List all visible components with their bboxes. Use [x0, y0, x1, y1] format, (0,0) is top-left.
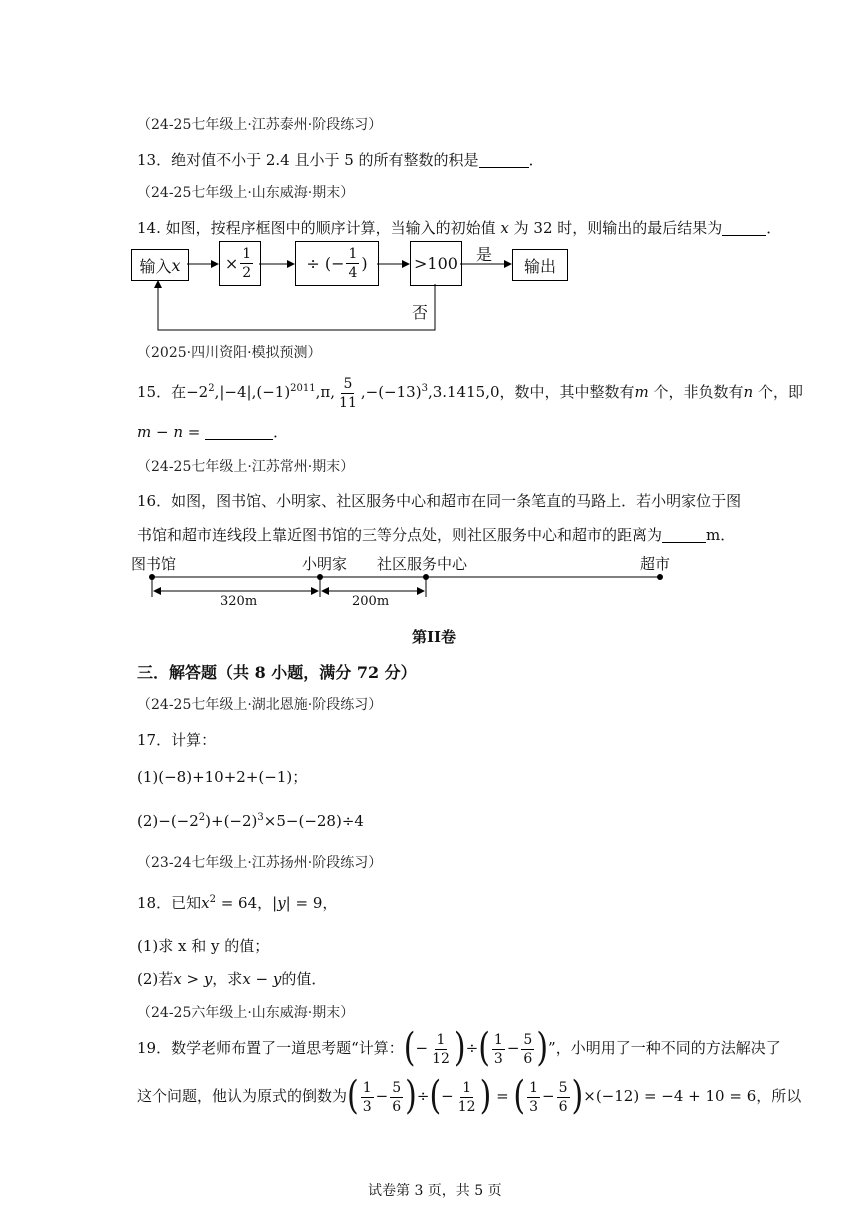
flow-output-label: 输出 — [523, 256, 556, 276]
q17-part1: (1)(−8)+10+2+(−1)； — [137, 768, 308, 786]
q19-line1-b: ”，小明用了一种不同的方法解决了 — [548, 1039, 781, 1057]
q19-f2-den: 3 — [493, 1050, 503, 1067]
q18-x: x — [201, 894, 210, 912]
road-label-market: 超市 — [640, 555, 671, 573]
q18-part2 — [137, 968, 326, 989]
road-dist-1: 320m — [220, 594, 258, 609]
q15-line2-n: n — [173, 423, 184, 441]
q19-l2-frac-1-3 — [361, 1081, 374, 1114]
flow-no-label: 否 — [412, 303, 429, 322]
q19-l2-f3-den: 12 — [457, 1098, 476, 1115]
q19-line1: 19．数学老师布置了一道思考题“计算：(− $\frac{1}{12}$ )÷( $\frac{1}{3}$ − $\frac{5}{6}$ )”，小明用了一种不同的方法解决了 — [137, 1025, 781, 1072]
q18-line — [137, 892, 337, 913]
flow-half-num: 1 — [242, 246, 252, 262]
q15-prefix: 15．在 — [137, 383, 187, 401]
q19-l2-f2-num: 5 — [392, 1079, 402, 1096]
road-point-market — [657, 574, 663, 580]
q19-l2-lparen-2: ( — [429, 1073, 442, 1120]
q19-f1-num: 1 — [436, 1031, 446, 1048]
q19-l2-lparen-1: ( — [347, 1073, 359, 1120]
q18-p2-a: (2)若 — [137, 970, 174, 988]
q18-line-a: 18．已知 — [137, 894, 202, 912]
q15-e2: ,|−4|,(−1) — [214, 383, 291, 401]
flow-quarter-den: 4 — [348, 265, 358, 281]
q16-source: （24-25七年级上·江苏常州·期末） — [137, 459, 355, 475]
q15-frac-num: 5 — [343, 375, 353, 392]
q14-text-a: 14. 如图，按程序框图中的顺序计算，当输入的初始值 — [137, 219, 496, 237]
q19-l2-rparen-1: ) — [405, 1073, 417, 1120]
q14-source: （24-25七年级上·山东威海·期末） — [137, 185, 355, 201]
q17-p2-a: (2)−(−2 — [137, 812, 199, 830]
q14-text-b: 为 32 时，则输出的最后结果为 — [508, 219, 723, 237]
q19-lparen-2: ( — [478, 1025, 490, 1072]
q14-var-x: x — [500, 219, 509, 237]
q15-line2-eq: = — [183, 423, 206, 441]
q19-l2-rparen-3: ) — [571, 1073, 584, 1120]
q15-e1-sup: 2 — [208, 383, 215, 394]
q19-line2-b: ，所以 — [756, 1087, 802, 1105]
q17-source: （24-25七年级上·湖北恩施·阶段练习） — [137, 697, 383, 713]
q19-l2-f2-den: 6 — [392, 1098, 402, 1115]
flow-times-sign: × — [224, 254, 239, 273]
q19-l2-f5-den: 6 — [558, 1098, 568, 1115]
q18-x-sup: 2 — [209, 894, 216, 905]
q17-p2-sup1: 2 — [198, 812, 206, 823]
q19-f2-num: 1 — [493, 1031, 503, 1048]
q16-line2-a: 书馆和超市连线段上靠近图书馆的三等分点处，则社区服务中心和超市的距离为 — [137, 526, 663, 544]
q15-e3: ,π, — [315, 383, 336, 401]
q13-text-a: 13．绝对值不小于 2.4 且小于 5 的所有整数的积是 — [137, 151, 479, 169]
q14-text-c: ． — [766, 219, 782, 237]
flow-input-var: x — [171, 255, 181, 275]
q19-lparen-1: ( — [403, 1025, 416, 1072]
part3-heading: 三．解答题（共 8 小题，满分 72 分） — [137, 663, 417, 682]
q18-abs-y: |y| — [272, 894, 291, 912]
q19-l2-f4-num: 1 — [529, 1079, 539, 1096]
flow-input-label: 输入 — [139, 256, 172, 276]
q18-part1: (1)求 x 和 y 的值； — [137, 937, 270, 955]
q18-p2-expr: x − y — [242, 970, 282, 988]
flow-quarter-num: 1 — [348, 246, 358, 262]
q17-p2-c: ×5−(−28)÷4 — [263, 812, 364, 830]
flow-div-sign: ÷ — [306, 254, 320, 273]
flow-half-den: 2 — [242, 265, 252, 281]
q15-e2-sup: 2011 — [290, 383, 316, 394]
q19-tail: ×(−12) = −4 + 10 = 6 — [583, 1087, 757, 1105]
q19-source: （24-25六年级上·山东威海·期末） — [137, 1005, 355, 1021]
flow-quarter-sign: − — [331, 254, 345, 273]
section-title: 第II卷 — [412, 628, 457, 646]
q18-p2-c: 的值． — [281, 970, 327, 988]
q19-rparen-2: ) — [536, 1025, 549, 1072]
q13-source: （24-25七年级上·江苏泰州·阶段练习） — [137, 117, 383, 133]
q19-l2-f5-num: 5 — [558, 1079, 568, 1096]
q19-l2-frac-1-12 — [456, 1081, 478, 1114]
q19-rparen-1: ) — [453, 1025, 466, 1072]
q19-l2-f1-num: 1 — [362, 1079, 372, 1096]
q15-text-c: 个，即 — [753, 383, 803, 401]
q19-frac-1-3 — [492, 1033, 505, 1066]
q18-source: （23-24七年级上·江苏扬州·阶段练习） — [137, 855, 383, 871]
q13-text-b: ． — [528, 151, 544, 169]
q15-e4-sup: 3 — [421, 383, 428, 394]
q15-var-m: m — [634, 383, 649, 401]
q18-eq2: = 9， — [290, 894, 338, 912]
q19-f1-den: 12 — [432, 1050, 450, 1067]
q17-title: 17．计算： — [137, 731, 217, 749]
q15-line2-m: m — [137, 423, 152, 441]
q15-e1: −2 — [186, 383, 209, 401]
q19-line1-a: 19．数学老师布置了一道思考题“计算： — [137, 1039, 404, 1057]
q17-p2-sup2: 3 — [257, 812, 264, 823]
q15-line2-minus: − — [151, 423, 174, 441]
q19-frac-1-12 — [430, 1033, 452, 1066]
road-label-center: 社区服务中心 — [377, 555, 468, 573]
road-label-home: 小明家 — [302, 555, 348, 573]
q18-p2-b: ，求 — [212, 970, 243, 988]
q15-text-b: 个，非负数有 — [648, 383, 744, 401]
q19-line2: 这个问题，他认为原式的倒数为( $\frac{1}{3}$ − $\frac{5}{6}$ )÷(− $\frac{1}{12}$ ) = ( $\frac{1}{3}$ − $\frac{5}{6}$ )×(−12) = −4 + 10 = 6，所以 — [137, 1073, 802, 1120]
q19-l2-lparen-3: ( — [513, 1073, 526, 1120]
flow-yes-label: 是 — [476, 245, 493, 264]
road-label-library: 图书馆 — [131, 555, 177, 573]
q15-var-n: n — [743, 383, 754, 401]
q19-l2-frac-1-3b — [527, 1081, 540, 1114]
road-dist-2: 200m — [352, 594, 390, 609]
q19-f3-num: 5 — [523, 1031, 533, 1048]
q15-line2-end: ． — [273, 423, 289, 441]
q15-source: （2025·四川资阳·模拟预测） — [137, 345, 322, 361]
q16-line2-b: m． — [706, 526, 736, 544]
q19-f3-den: 6 — [523, 1050, 533, 1067]
q19-l2-f4-den: 3 — [529, 1098, 539, 1115]
q19-l2-frac-5-6 — [390, 1081, 403, 1114]
q16-line1: 16．如图，图书馆、小明家、社区服务中心和超市在同一条笔直的马路上．若小明家位于图 — [137, 492, 742, 510]
q19-frac-5-6 — [521, 1033, 534, 1066]
q19-l2-rparen-2: ) — [479, 1073, 492, 1120]
page-footer: 试卷第 3 页，共 5 页 — [368, 1183, 502, 1199]
q18-eq1: = 64， — [215, 894, 273, 912]
q17-part2 — [137, 812, 364, 830]
flow-compare-label: >100 — [414, 254, 458, 273]
q15-e5: ,3.1415,0 — [427, 383, 500, 401]
q17-p2-b: )+(−2) — [205, 812, 258, 830]
q19-l2-f1-den: 3 — [362, 1098, 372, 1115]
q15-frac-den: 11 — [339, 394, 357, 411]
q19-l2-f3-num: 1 — [462, 1079, 472, 1096]
q19-line2-a: 这个问题，他认为原式的倒数为 — [137, 1087, 348, 1105]
q19-l2-frac-5-6b — [557, 1081, 570, 1114]
q15-e4: ,−(−13) — [360, 383, 422, 401]
q18-p2-cond: x > y — [173, 970, 213, 988]
flow-quarter-box: ÷ ( − $\frac{1}{4}$ ) — [295, 241, 379, 286]
q15-text-a: ，数中，其中整数有 — [499, 383, 635, 401]
